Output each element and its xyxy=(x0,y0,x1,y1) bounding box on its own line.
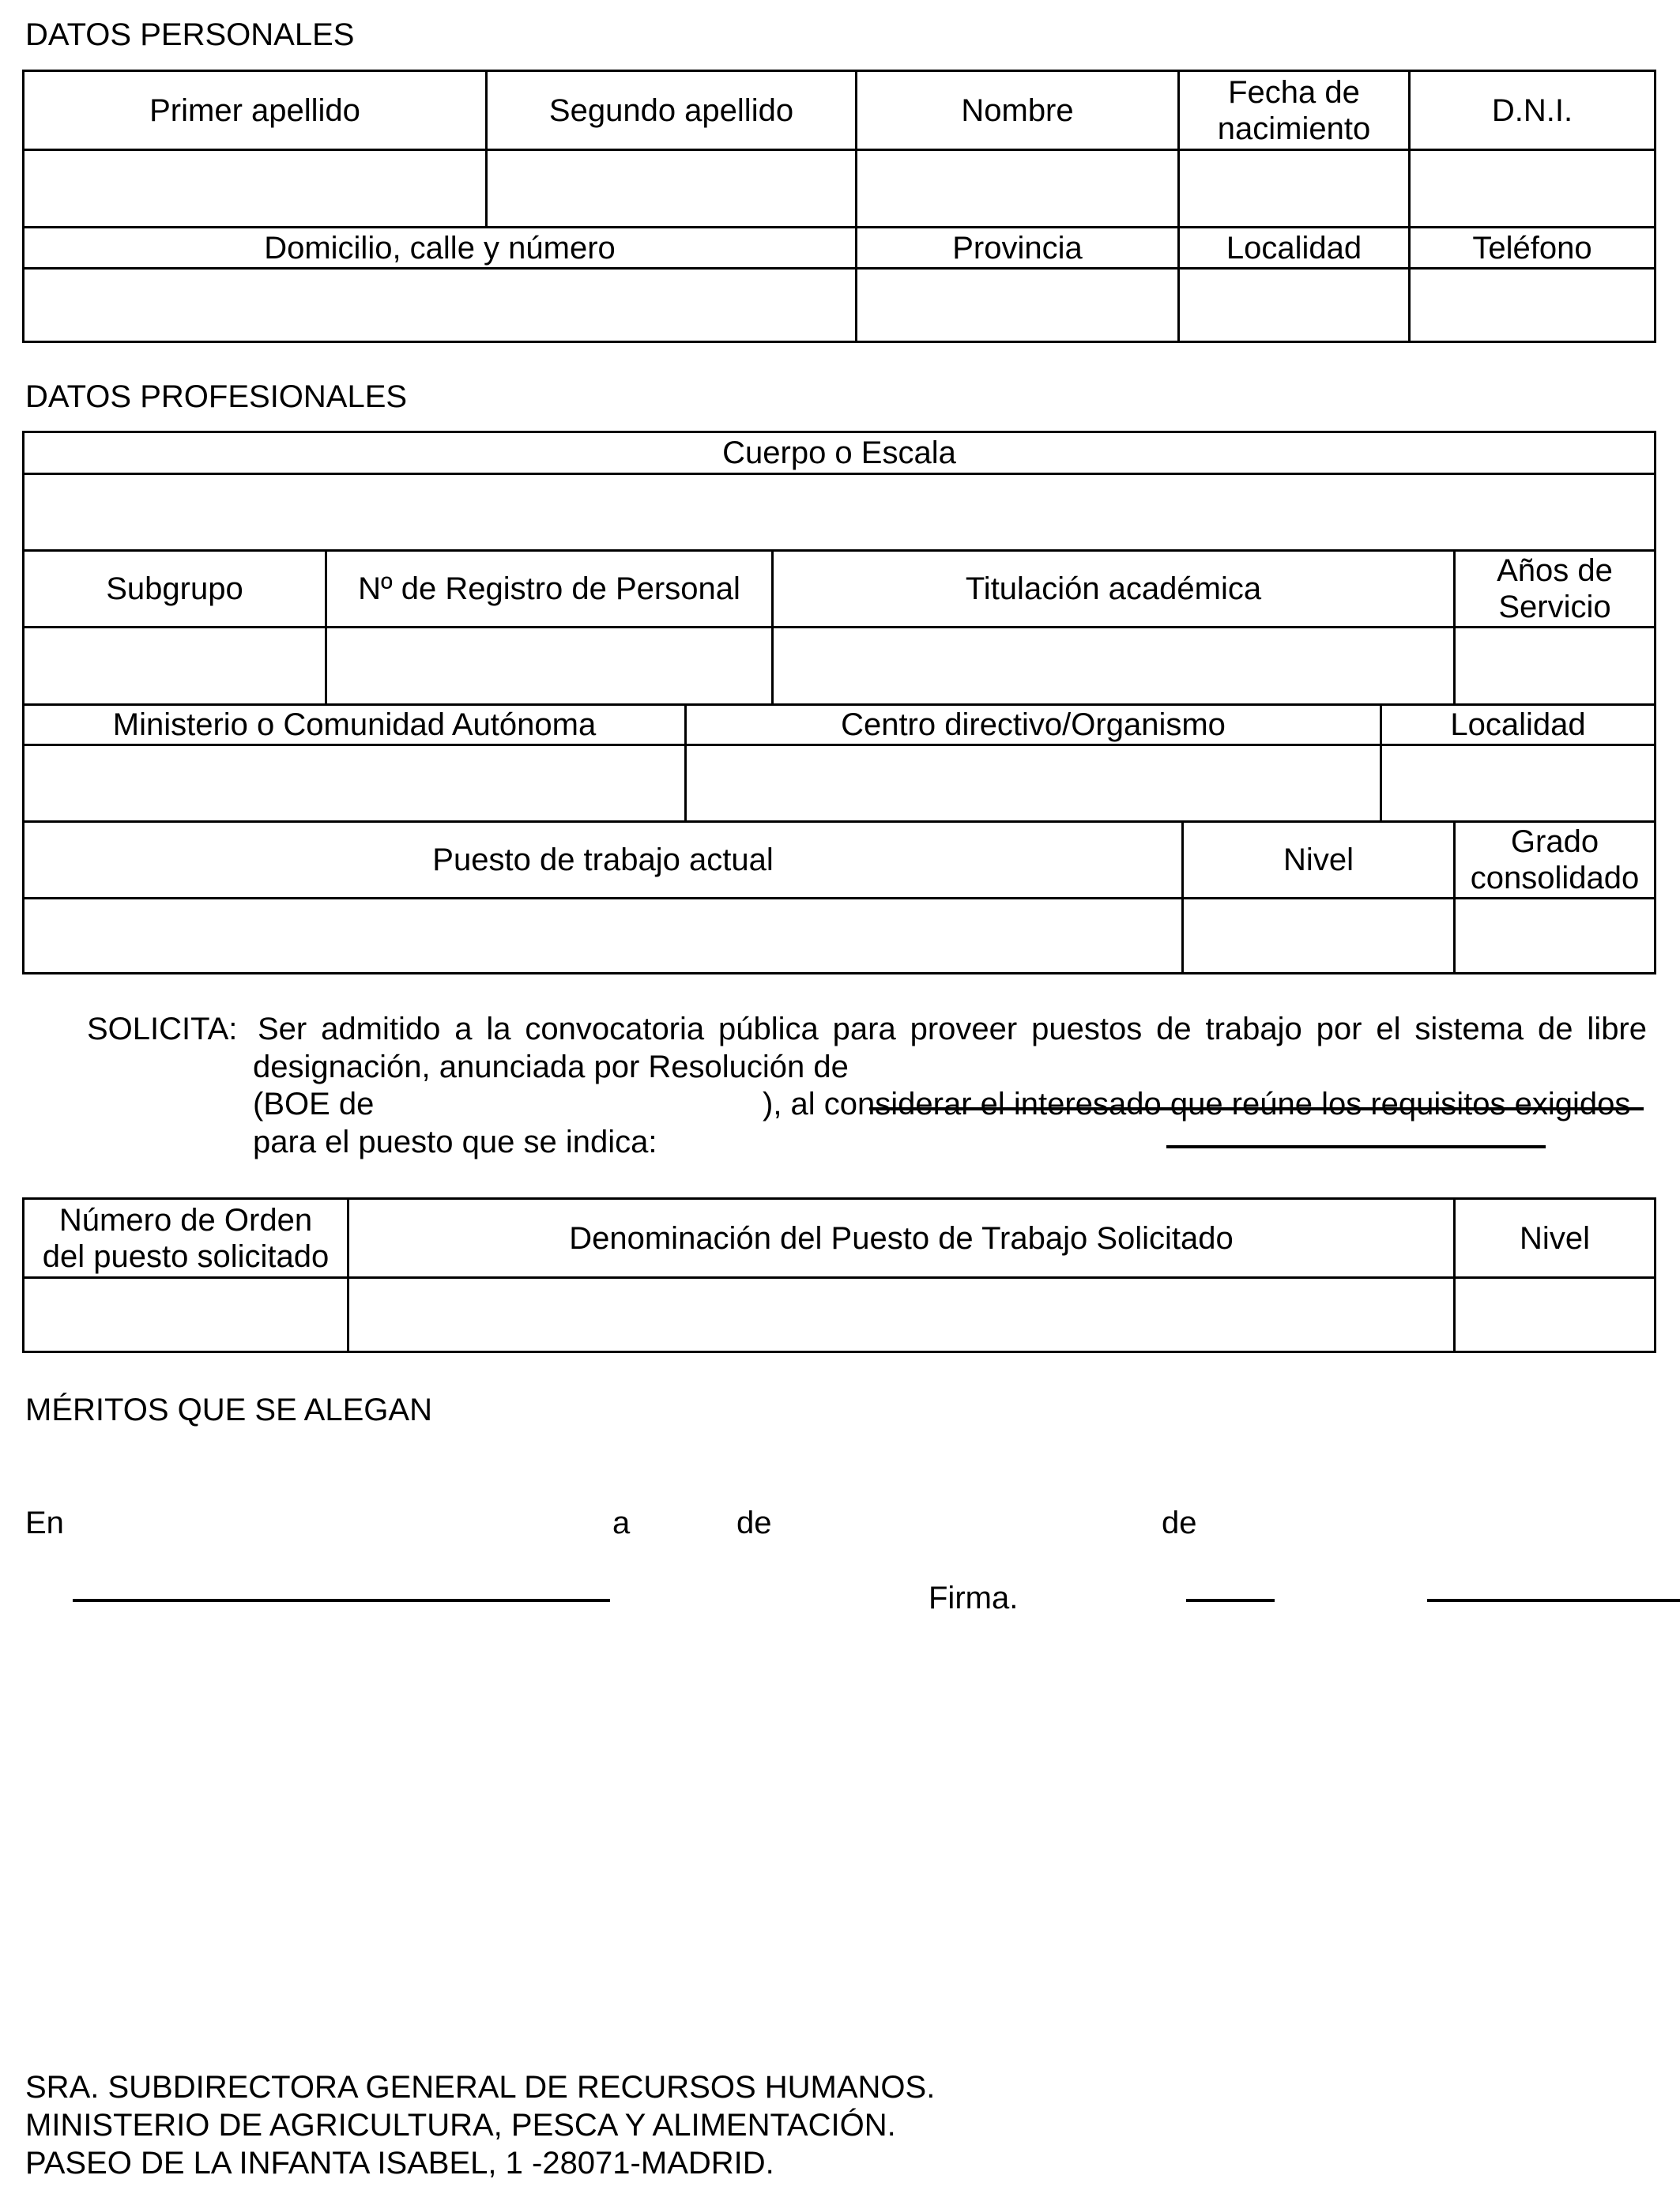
table-header-row xyxy=(24,72,1654,149)
puesto-solicitado-table xyxy=(22,1197,1656,1353)
domicilio-field[interactable] xyxy=(24,270,855,341)
anos-servicio-field[interactable] xyxy=(1453,628,1654,703)
nombre-field[interactable] xyxy=(855,151,1177,226)
table-input-row xyxy=(24,267,1654,341)
cuerpo-escala-field[interactable] xyxy=(24,475,1654,549)
subgrupo-field[interactable] xyxy=(24,628,325,703)
table-header-row xyxy=(24,820,1654,897)
boe-blank-line[interactable] xyxy=(1166,1142,1546,1148)
table-input-row xyxy=(24,1276,1654,1351)
localidad-field[interactable] xyxy=(1177,270,1408,341)
date-a-label: a xyxy=(612,1506,631,1540)
table-input-row xyxy=(24,744,1654,820)
header-numero-orden: Número de Orden del puesto solicitado xyxy=(42,1202,330,1274)
header-registro-personal: Nº de Registro de Personal xyxy=(325,552,771,626)
numero-orden-field[interactable] xyxy=(24,1279,347,1351)
header-localidad-prof: Localidad xyxy=(1380,706,1654,744)
footer-line-1: SRA. SUBDIRECTORA GENERAL DE RECURSOS HUMANOS. xyxy=(25,2070,936,2105)
provincia-field[interactable] xyxy=(855,270,1177,341)
day-blank-line[interactable] xyxy=(1186,1596,1275,1602)
header-fecha-nacimiento: Fecha de nacimiento xyxy=(1177,72,1408,149)
header-titulacion: Titulación académica xyxy=(771,552,1453,626)
personal-data-table xyxy=(22,70,1656,343)
header-domicilio: Domicilio, calle y número xyxy=(264,230,616,266)
header-primer-apellido: Primer apellido xyxy=(149,92,360,128)
header-provincia: Provincia xyxy=(855,228,1177,267)
centro-directivo-field[interactable] xyxy=(684,746,1380,820)
table-input-row xyxy=(24,473,1654,549)
nivel-field[interactable] xyxy=(1181,899,1453,972)
header-telefono: Teléfono xyxy=(1408,228,1654,267)
header-localidad: Localidad xyxy=(1177,228,1408,267)
table-input-row xyxy=(24,626,1654,703)
header-grado-consolidado: Grado consolidado xyxy=(1453,823,1654,897)
localidad-prof-field[interactable] xyxy=(1380,746,1654,820)
header-nombre: Nombre xyxy=(855,72,1177,149)
table-header-row xyxy=(24,1200,1654,1276)
telefono-field[interactable] xyxy=(1408,270,1654,341)
date-de-label-1: de xyxy=(736,1506,772,1540)
section-title-meritos: MÉRITOS QUE SE ALEGAN xyxy=(25,1393,432,1427)
footer-line-3: PASEO DE LA INFANTA ISABEL, 1 -28071-MADRID. xyxy=(25,2146,774,2181)
place-blank-line[interactable] xyxy=(73,1596,610,1602)
header-denominacion: Denominación del Puesto de Trabajo Solicitado xyxy=(347,1200,1453,1276)
month-blank-line[interactable] xyxy=(1427,1596,1680,1602)
fecha-nacimiento-field[interactable] xyxy=(1177,151,1408,226)
denominacion-field[interactable] xyxy=(347,1279,1453,1351)
table-header-row xyxy=(24,703,1654,744)
section-title-professional: DATOS PROFESIONALES xyxy=(25,379,408,414)
segundo-apellido-field[interactable] xyxy=(485,151,855,226)
primer-apellido-field[interactable] xyxy=(24,151,485,226)
date-en-label: En xyxy=(25,1506,64,1540)
nivel-solicitado-field[interactable] xyxy=(1453,1279,1654,1351)
date-de-label-2: de xyxy=(1162,1506,1197,1540)
signature-label: Firma. xyxy=(929,1581,1019,1615)
header-anos-servicio: Años de Servicio xyxy=(1453,552,1654,626)
dni-field[interactable] xyxy=(1408,151,1654,226)
professional-data-table xyxy=(22,431,1656,974)
header-puesto-actual: Puesto de trabajo actual xyxy=(432,843,774,877)
solicita-line-3: ), al considerar el interesado que reúne los requisitos exigidos xyxy=(763,1087,1631,1122)
table-input-row xyxy=(24,149,1654,226)
table-header-row xyxy=(24,549,1654,626)
boe-label: (BOE de xyxy=(253,1087,375,1122)
header-nivel: Nivel xyxy=(1181,823,1453,897)
table-header-row xyxy=(24,226,1654,267)
registro-personal-field[interactable] xyxy=(325,628,771,703)
solicita-line-1: Ser admitido a la convocatoria pública para proveer puestos de trabajo por el sistema de libre xyxy=(258,1012,1647,1046)
header-nivel-solicitado: Nivel xyxy=(1453,1200,1654,1276)
header-subgrupo: Subgrupo xyxy=(106,571,243,606)
header-cuerpo-escala: Cuerpo o Escala xyxy=(722,435,956,470)
header-dni: D.N.I. xyxy=(1408,72,1654,149)
grado-consolidado-field[interactable] xyxy=(1453,899,1654,972)
solicita-label: SOLICITA: xyxy=(87,1012,238,1046)
ministerio-field[interactable] xyxy=(24,746,684,820)
footer-address xyxy=(25,2068,935,2182)
table-input-row xyxy=(24,897,1654,972)
table-header-row xyxy=(24,433,1654,473)
header-ministerio: Ministerio o Comunidad Autónoma xyxy=(112,707,597,742)
footer-line-2: MINISTERIO DE AGRICULTURA, PESCA Y ALIMENTACIÓN. xyxy=(25,2108,896,2143)
titulacion-field[interactable] xyxy=(771,628,1453,703)
puesto-actual-field[interactable] xyxy=(24,899,1181,972)
solicita-line-4: para el puesto que se indica: xyxy=(253,1125,657,1159)
header-segundo-apellido: Segundo apellido xyxy=(485,72,855,149)
solicita-line-2: designación, anunciada por Resolución de xyxy=(253,1050,849,1084)
section-title-personal: DATOS PERSONALES xyxy=(25,17,355,52)
header-centro-directivo: Centro directivo/Organismo xyxy=(684,706,1380,744)
